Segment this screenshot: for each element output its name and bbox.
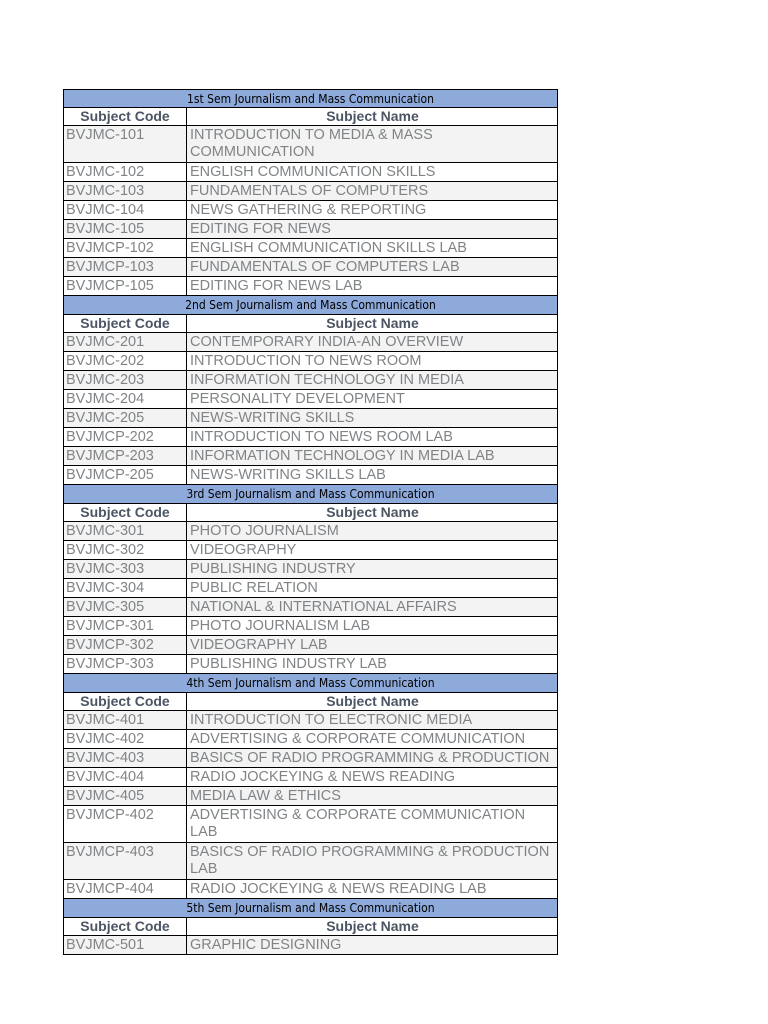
semester-title: 5th Sem Journalism and Mass Communication xyxy=(186,901,435,915)
table-row xyxy=(63,806,558,843)
column-header-name: Subject Name xyxy=(326,504,419,520)
subject-name-cell: CONTEMPORARY INDIA-AN OVERVIEW xyxy=(190,334,464,350)
subject-table xyxy=(63,89,558,955)
subject-code-cell: BVJMCP-102 xyxy=(64,239,187,257)
column-header-code: Subject Code xyxy=(64,504,187,521)
subject-code-cell: BVJMCP-404 xyxy=(64,880,187,898)
subject-code-cell: BVJMC-305 xyxy=(64,598,187,616)
column-header-row xyxy=(63,693,558,711)
table-row xyxy=(63,352,558,371)
subject-code-cell: BVJMC-402 xyxy=(64,730,187,748)
column-header-code: Subject Code xyxy=(64,108,187,125)
subject-name-cell: BASICS OF RADIO PROGRAMMING & PRODUCTION LAB xyxy=(190,844,550,877)
semester-header xyxy=(63,89,558,108)
table-row xyxy=(63,560,558,579)
table-row xyxy=(63,277,558,296)
subject-code-cell: BVJMCP-403 xyxy=(64,843,187,879)
subject-code-cell: BVJMC-101 xyxy=(64,126,187,162)
subject-code-cell: BVJMC-201 xyxy=(64,333,187,351)
semester-title: 4th Sem Journalism and Mass Communication xyxy=(186,676,435,690)
subject-code-cell: BVJMC-301 xyxy=(64,522,187,540)
subject-name-cell: EDITING FOR NEWS LAB xyxy=(190,278,363,294)
table-row xyxy=(63,390,558,409)
subject-code-cell: BVJMCP-105 xyxy=(64,277,187,295)
subject-name-cell: PERSONALITY DEVELOPMENT xyxy=(190,391,405,407)
column-header-code: Subject Code xyxy=(64,315,187,332)
subject-name-cell: INTRODUCTION TO NEWS ROOM xyxy=(190,353,422,369)
subject-code-cell: BVJMC-304 xyxy=(64,579,187,597)
table-row xyxy=(63,126,558,163)
column-header-code: Subject Code xyxy=(64,693,187,710)
subject-name-cell: ENGLISH COMMUNICATION SKILLS xyxy=(190,164,436,180)
subject-code-cell: BVJMC-205 xyxy=(64,409,187,427)
table-row xyxy=(63,768,558,787)
subject-name-cell: INFORMATION TECHNOLOGY IN MEDIA LAB xyxy=(190,448,495,464)
subject-name-cell: GRAPHIC DESIGNING xyxy=(190,937,342,953)
semester-header xyxy=(63,296,558,315)
subject-code-cell: BVJMC-202 xyxy=(64,352,187,370)
table-row xyxy=(63,655,558,674)
table-row xyxy=(63,936,558,955)
subject-code-cell: BVJMCP-103 xyxy=(64,258,187,276)
subject-code-cell: BVJMCP-205 xyxy=(64,466,187,484)
table-row xyxy=(63,749,558,768)
subject-name-cell: RADIO JOCKEYING & NEWS READING xyxy=(190,769,456,785)
subject-name-cell: ADVERTISING & CORPORATE COMMUNICATION xyxy=(190,731,526,747)
subject-code-cell: BVJMCP-301 xyxy=(64,617,187,635)
table-row xyxy=(63,201,558,220)
subject-name-cell: BASICS OF RADIO PROGRAMMING & PRODUCTION xyxy=(190,750,550,766)
semester-header xyxy=(63,899,558,918)
subject-name-cell: PHOTO JOURNALISM xyxy=(190,523,339,539)
subject-code-cell: BVJMC-204 xyxy=(64,390,187,408)
column-header-row xyxy=(63,918,558,936)
subject-code-cell: BVJMC-405 xyxy=(64,787,187,805)
table-row xyxy=(63,843,558,880)
subject-name-cell: INTRODUCTION TO MEDIA & MASS COMMUNICATION xyxy=(190,127,433,160)
subject-name-cell: ENGLISH COMMUNICATION SKILLS LAB xyxy=(190,240,467,256)
subject-code-cell: BVJMCP-202 xyxy=(64,428,187,446)
column-header-name: Subject Name xyxy=(326,315,419,331)
column-header-name: Subject Name xyxy=(326,108,419,124)
table-row xyxy=(63,522,558,541)
table-row xyxy=(63,409,558,428)
subject-code-cell: BVJMCP-402 xyxy=(64,806,187,842)
subject-name-cell: VIDEOGRAPHY xyxy=(190,542,297,558)
subject-code-cell: BVJMC-403 xyxy=(64,749,187,767)
subject-name-cell: NEWS GATHERING & REPORTING xyxy=(190,202,427,218)
subject-code-cell: BVJMC-302 xyxy=(64,541,187,559)
table-row xyxy=(63,711,558,730)
subject-name-cell: FUNDAMENTALS OF COMPUTERS xyxy=(190,183,429,199)
column-header-name: Subject Name xyxy=(326,693,419,709)
table-row xyxy=(63,598,558,617)
table-row xyxy=(63,787,558,806)
subject-name-cell: PUBLISHING INDUSTRY xyxy=(190,561,356,577)
table-row xyxy=(63,428,558,447)
subject-name-cell: PUBLIC RELATION xyxy=(190,580,318,596)
subject-code-cell: BVJMC-103 xyxy=(64,182,187,200)
subject-name-cell: INTRODUCTION TO NEWS ROOM LAB xyxy=(190,429,453,445)
subject-code-cell: BVJMCP-302 xyxy=(64,636,187,654)
subject-code-cell: BVJMC-501 xyxy=(64,936,187,954)
table-row xyxy=(63,333,558,352)
subject-name-cell: VIDEOGRAPHY LAB xyxy=(190,637,328,653)
table-row xyxy=(63,163,558,182)
column-header-code: Subject Code xyxy=(64,918,187,935)
table-row xyxy=(63,880,558,899)
subject-name-cell: INTRODUCTION TO ELECTRONIC MEDIA xyxy=(190,712,473,728)
table-row xyxy=(63,636,558,655)
table-row xyxy=(63,466,558,485)
subject-name-cell: EDITING FOR NEWS xyxy=(190,221,331,237)
column-header-name: Subject Name xyxy=(326,918,419,934)
table-row xyxy=(63,447,558,466)
subject-code-cell: BVJMCP-303 xyxy=(64,655,187,673)
column-header-row xyxy=(63,108,558,126)
subject-name-cell: INFORMATION TECHNOLOGY IN MEDIA xyxy=(190,372,464,388)
table-row xyxy=(63,258,558,277)
table-row xyxy=(63,182,558,201)
table-row xyxy=(63,220,558,239)
subject-name-cell: FUNDAMENTALS OF COMPUTERS LAB xyxy=(190,259,460,275)
table-row xyxy=(63,617,558,636)
table-row xyxy=(63,579,558,598)
subject-code-cell: BVJMC-105 xyxy=(64,220,187,238)
subject-code-cell: BVJMC-401 xyxy=(64,711,187,729)
semester-title: 3rd Sem Journalism and Mass Communication xyxy=(186,487,435,501)
subject-name-cell: NEWS-WRITING SKILLS LAB xyxy=(190,467,386,483)
subject-code-cell: BVJMC-104 xyxy=(64,201,187,219)
subject-code-cell: BVJMC-404 xyxy=(64,768,187,786)
subject-code-cell: BVJMC-102 xyxy=(64,163,187,181)
table-row xyxy=(63,371,558,390)
subject-name-cell: MEDIA LAW & ETHICS xyxy=(190,788,341,804)
subject-code-cell: BVJMC-303 xyxy=(64,560,187,578)
subject-name-cell: PHOTO JOURNALISM LAB xyxy=(190,618,371,634)
subject-name-cell: ADVERTISING & CORPORATE COMMUNICATION LAB xyxy=(190,807,526,840)
column-header-row xyxy=(63,315,558,333)
subject-code-cell: BVJMCP-203 xyxy=(64,447,187,465)
table-row xyxy=(63,541,558,560)
subject-name-cell: RADIO JOCKEYING & NEWS READING LAB xyxy=(190,881,487,897)
semester-header xyxy=(63,674,558,693)
semester-title: 1st Sem Journalism and Mass Communication xyxy=(187,91,434,106)
column-header-row xyxy=(63,504,558,522)
subject-name-cell: NEWS-WRITING SKILLS xyxy=(190,410,355,426)
semester-title: 2nd Sem Journalism and Mass Communication xyxy=(185,298,436,312)
subject-name-cell: PUBLISHING INDUSTRY LAB xyxy=(190,656,387,672)
table-row xyxy=(63,239,558,258)
semester-header xyxy=(63,485,558,504)
table-row xyxy=(63,730,558,749)
subject-name-cell: NATIONAL & INTERNATIONAL AFFAIRS xyxy=(190,599,457,615)
subject-code-cell: BVJMC-203 xyxy=(64,371,187,389)
